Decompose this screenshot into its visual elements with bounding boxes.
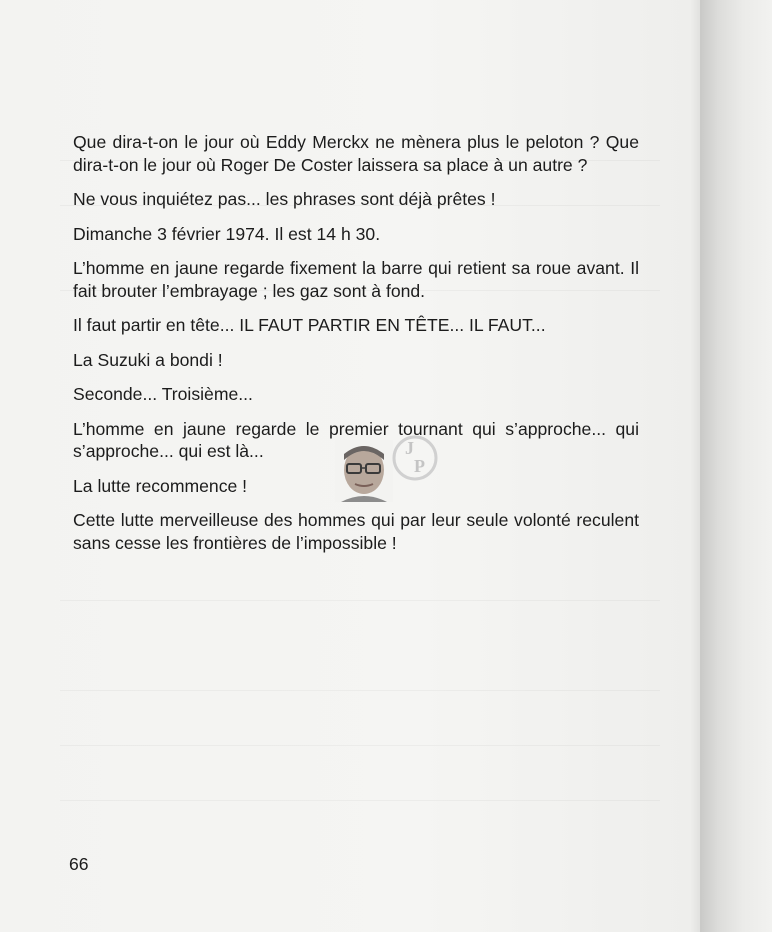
paragraph: La Suzuki a bondi ! bbox=[73, 349, 223, 370]
paragraph: L’homme en jaune regarde fixement la barre qui retient sa roue avant. Il fait brouter l’embrayage ; les gaz sont à fond. bbox=[73, 258, 639, 301]
paragraph: Ne vous inquiétez pas... les phrases sont déjà prêtes ! bbox=[73, 189, 496, 209]
stamp-circle-icon bbox=[392, 432, 438, 484]
paragraph: La lutte recommence ! bbox=[73, 475, 248, 496]
bleed-through-line bbox=[60, 600, 660, 601]
stamp-letter: P bbox=[414, 456, 425, 476]
paragraph: Cette lutte merveilleuse des hommes qui par leur seule volonté reculent sans cesse les frontières de l’impossible ! bbox=[73, 510, 639, 553]
bleed-through-line bbox=[60, 690, 660, 691]
page-number: 66 bbox=[69, 854, 89, 874]
paragraph: Que dira-t-on le jour où Eddy Merckx ne mènera plus le peloton ? Que dira-t-on le jour où Roger De Coster laissera sa place à un autre ? bbox=[73, 132, 639, 175]
bleed-through-line bbox=[60, 800, 660, 801]
stamp-letter: J bbox=[405, 438, 414, 458]
portrait-photo bbox=[335, 440, 393, 502]
bleed-through-line bbox=[60, 745, 660, 746]
paragraph: Dimanche 3 février 1974. Il est 14 h 30. bbox=[73, 223, 381, 244]
book-spine bbox=[700, 0, 772, 932]
jp-stamp bbox=[392, 432, 438, 484]
paragraph: Il faut partir en tête... IL FAUT PARTIR EN TÊTE... IL FAUT... bbox=[73, 315, 546, 335]
paragraph: L’homme en jaune regarde le premier tournant qui s’approche... qui s’approche... qui est là... bbox=[73, 418, 639, 461]
paragraph: Seconde... Troisième... bbox=[73, 384, 253, 404]
